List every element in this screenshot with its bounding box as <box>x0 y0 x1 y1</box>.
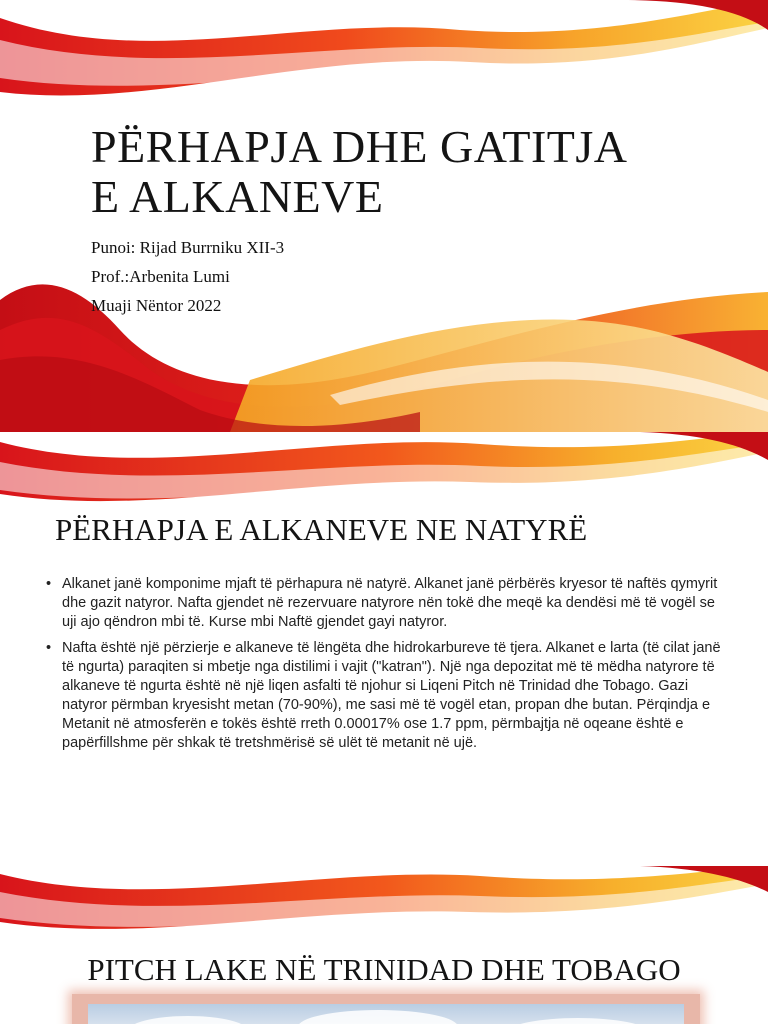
photo-frame <box>72 994 700 1024</box>
bullet-list <box>46 575 726 760</box>
author-line: Punoi: Rijad Burrniku XII-3 <box>91 238 285 257</box>
bullet-text: Nafta është një përzierje e alkaneve të lëngëta dhe hidrokarbureve të tjera. Alkanet e larta (të cilat janë të ngurta) paraqiten si mbetje nga distilimi i vajit ("katran"). Një nga depozitat më të mëdha natyrore të alkaneve të ngurta është në një liqen asfalti të njohur si Liqeni Pitch në Trinidad dhe Tobago. Gazi natyror përmban kryesisht metan (70-90%), me sasi më të vogël etan, propan dhe butan. Përqindja e Metanit në atmosferën e tokës është rreth 0.00017% ose 1.7 ppm, përmbajtja në oqeane është e papërfillshme për shkak të tretshmërisë së ulët të metanit në ujë. <box>62 640 721 751</box>
teacher-line: Prof.:Arbenita Lumi <box>91 267 230 286</box>
bullet-text: Alkanet janë komponime mjaft të përhapura në natyrë. Alkanet janë përbërës kryesor të naftës qymyrit dhe gazit natyror. Nafta gjendet në rezervuare natyrore nën tokë dhe meqë ka dendësi më të vogël se uji ajo qëndron mbi të. Kurse mbi Naftë gjendet gayi natyror. <box>62 576 718 630</box>
content-slide-distribution <box>0 432 768 866</box>
subtitle-block <box>91 233 284 320</box>
slide-heading: PËRHAPJA E ALKANEVE NE NATYRË <box>55 512 588 547</box>
bullet-dot: • <box>46 576 52 592</box>
slide-heading: PITCH LAKE NË TRINIDAD DHE TOBAGO <box>87 952 681 987</box>
bullet-item <box>46 639 726 753</box>
bullet-dot: • <box>46 640 52 656</box>
content-slide-pitch-lake <box>0 866 768 1024</box>
title-line-2: E ALKANEVE <box>91 171 384 222</box>
bullet-item <box>46 575 726 632</box>
pitch-lake-photo <box>88 1004 684 1024</box>
presentation-title <box>91 122 627 222</box>
title-line-1: PËRHAPJA DHE GATITJA <box>91 121 628 172</box>
decorative-swoosh-graphic <box>0 432 768 522</box>
title-slide <box>0 0 768 432</box>
decorative-swoosh-graphic <box>0 866 768 946</box>
date-line: Muaji Nëntor 2022 <box>91 296 222 315</box>
